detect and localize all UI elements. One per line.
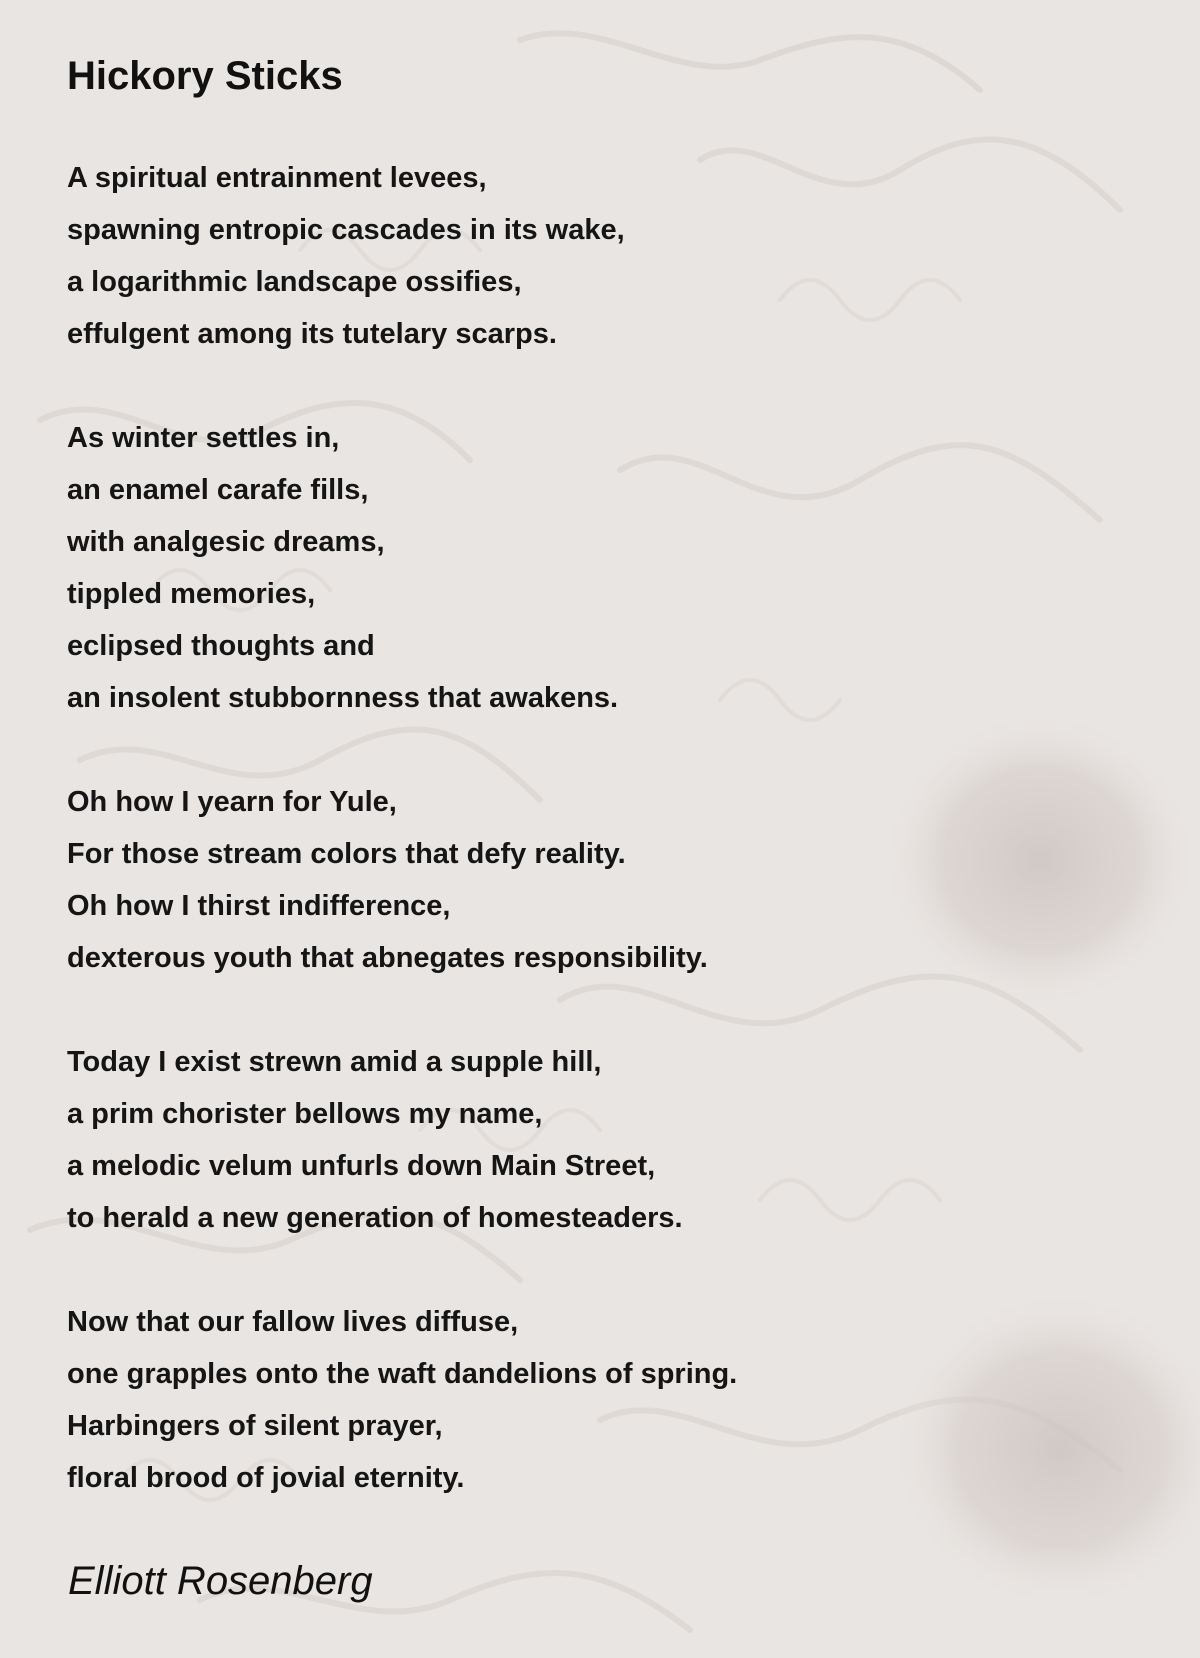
stanza-1 [67, 152, 1147, 360]
poem-line: a logarithmic landscape ossifies, [67, 266, 522, 298]
poem-body [67, 152, 1147, 1504]
poem-line: Now that our fallow lives diffuse, [67, 1306, 519, 1338]
poem-line: spawning entropic cascades in its wake, [67, 214, 625, 246]
poem-line: one grapples onto the waft dandelions of spring. [67, 1358, 738, 1390]
poem-line: Today I exist strewn amid a supple hill, [67, 1046, 602, 1078]
poem-line: a melodic velum unfurls down Main Street, [67, 1150, 656, 1182]
poem-line: Oh how I yearn for Yule, [67, 786, 397, 818]
poem-line: with analgesic dreams, [67, 526, 385, 558]
poem-container [67, 52, 1147, 1504]
poem-line: floral brood of jovial eternity. [67, 1462, 465, 1494]
poem-line: an enamel carafe fills, [67, 474, 369, 506]
stanza-3 [67, 776, 1147, 984]
poem-line: For those stream colors that defy reality. [67, 838, 626, 870]
poem-title: Hickory Sticks [67, 54, 343, 98]
poem-line: to herald a new generation of homesteaders. [67, 1202, 683, 1234]
poem-line: tippled memories, [67, 578, 316, 610]
poem-line: eclipsed thoughts and [67, 630, 375, 662]
stanza-4 [67, 1036, 1147, 1244]
stanza-5 [67, 1296, 1147, 1504]
stanza-2 [67, 412, 1147, 724]
poem-line: a prim chorister bellows my name, [67, 1098, 543, 1130]
poem-line: Oh how I thirst indifference, [67, 890, 451, 922]
poem-author: Elliott Rosenberg [68, 1559, 373, 1603]
poem-line: an insolent stubbornness that awakens. [67, 682, 619, 714]
poem-line: A spiritual entrainment levees, [67, 162, 487, 194]
poem-line: Harbingers of silent prayer, [67, 1410, 443, 1442]
poem-line: dexterous youth that abnegates responsibility. [67, 942, 708, 974]
poem-line: As winter settles in, [67, 422, 340, 454]
poem-line: effulgent among its tutelary scarps. [67, 318, 557, 350]
